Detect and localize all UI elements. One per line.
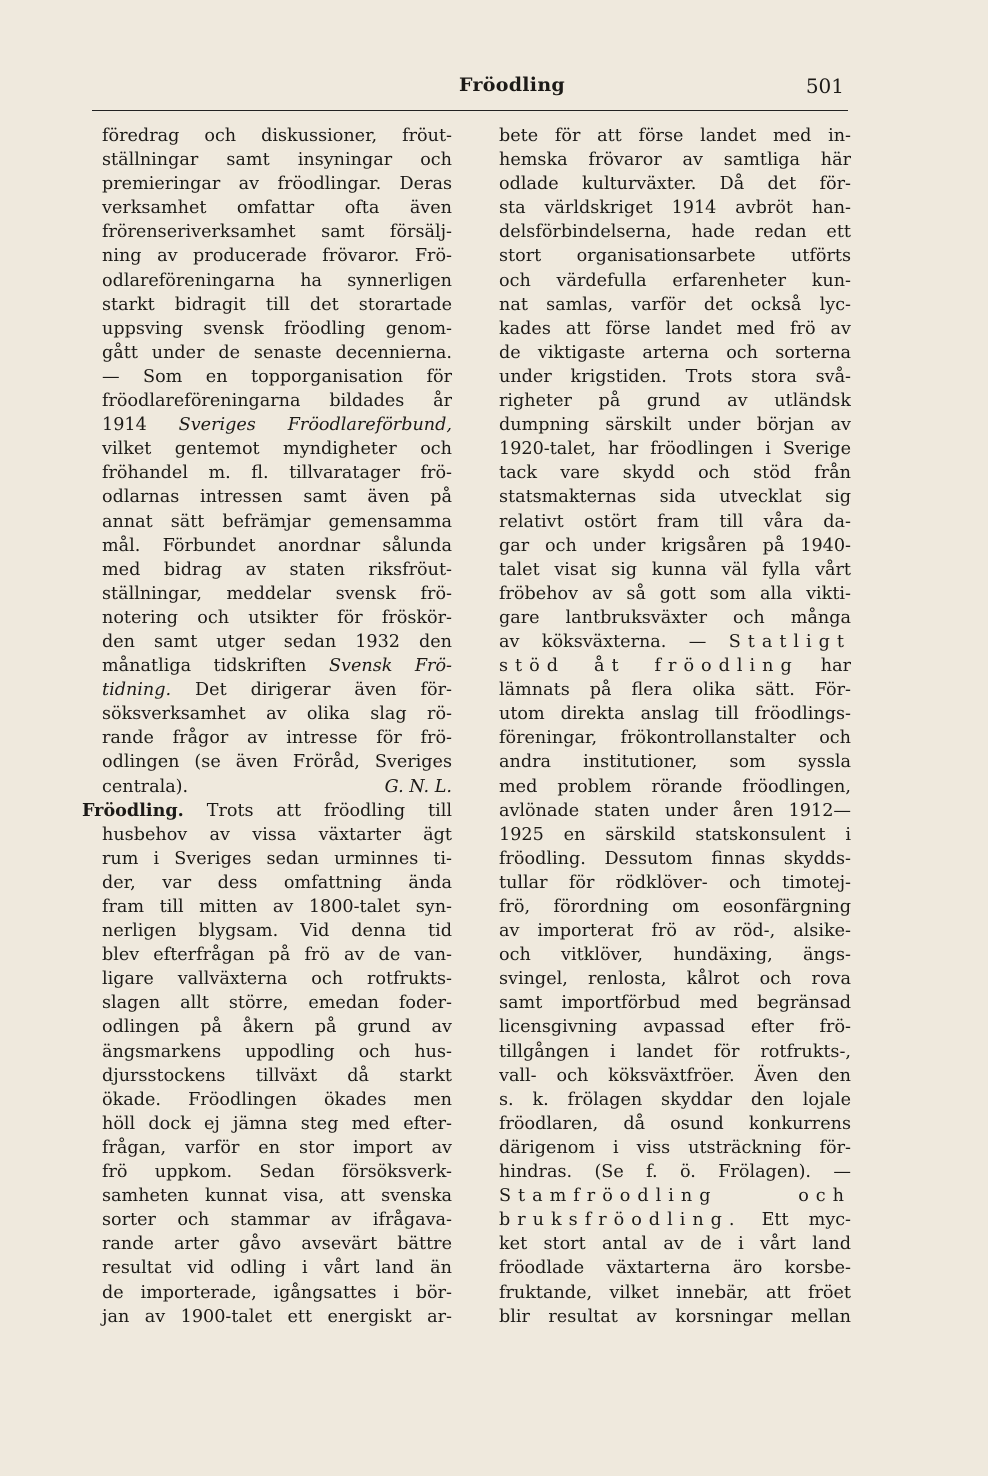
text-line: premieringar av fröodlingar. Deras [102,174,452,195]
text-line: tack vare skydd och stöd från [499,463,851,484]
spaced-heading: stöd åt fröodling [499,656,799,677]
entry-term: Fröodling. [82,799,184,821]
text-line [499,1208,851,1232]
text-line: gar och under krigsåren på 1940- [499,535,851,556]
text-line [82,413,452,437]
text-line: uppsving svensk fröodling genom- [102,318,452,339]
left-column [82,124,452,1329]
text-line: ning av producerade frövaror. Frö- [102,246,452,267]
text-fragment: Det dirigerar även för- [195,680,452,701]
text-line: mål. Förbundet anordnar sålunda [102,535,452,556]
text-line: fram till mitten av 1800-talet syn- [102,897,452,917]
text-line: de viktigaste arterna och sorterna [499,342,851,363]
text-line: s. k. frölagen skyddar den lojale [499,1089,851,1110]
text-line: fröbehov av så gott som alla vikti- [499,583,851,604]
text-line: fruktande, vilket innebär, att fröet [499,1282,851,1303]
text-line: samheten kunnat visa, att svenska [102,1186,452,1207]
text-line: frö, förordning om eosonfärgning [499,897,851,917]
journal-name: tidning. [102,680,172,701]
text-line: licensgivning avpassad efter frö- [499,1017,851,1038]
text-fragment: Trots att fröodling till [206,800,452,821]
text-line: relativt ostört fram till våra da- [499,511,851,532]
text-line [499,654,851,678]
text-line: odlade kulturväxter. Då det för- [499,174,851,195]
text-line: rande frågor av intresse för frö- [102,728,452,749]
text-line: bete för att förse landet med in- [499,126,851,146]
page-header [92,74,844,104]
text-line [82,678,452,702]
author-signature: G. N. L. [384,776,452,797]
text-line: svingel, renlosta, kålrot och rova [499,969,851,990]
text-line: verksamhet omfattar ofta även [102,198,452,219]
text-line: statsmakternas sida utvecklat sig [499,487,851,508]
text-line: notering och utsikter för fröskör- [102,607,452,628]
text-line: stort organisationsarbete utförts [499,246,851,267]
text-line: delsförbindelserna, hade redan ett [499,222,851,243]
right-column [499,124,851,1329]
text-line: nerligen blygsam. Vid denna tid [102,921,452,942]
text-line: med bidrag av staten riksfröut- [102,559,452,580]
text-line: odlareföreningarna ha synnerligen [102,270,452,291]
text-line: 1925 en särskild statskonsulent i [499,824,851,845]
text-line: hindras. (Se f. ö. Frölagen). — [499,1162,851,1183]
organization-name: Sveriges Fröodlareförbund, [178,415,452,436]
text-line: fröodlaren, då osund konkurrens [499,1113,851,1134]
text-line: tullar för rödklöver- och timotej- [499,872,851,893]
text-fragment: Ett myc- [761,1210,851,1231]
text-line: odlingen på åkern på grund av [102,1017,452,1038]
text-line: gare lantbruksväxter och många [499,607,851,628]
text-line: föreningar, frökontrollanstalter och [499,728,851,749]
text-line: nat samlas, varför det också lyc- [499,294,851,315]
spaced-heading-line: Stamfröodling och [499,1186,851,1207]
text-line: starkt bidragit till det storartade [102,294,452,315]
text-line: fröhandel m. fl. tillvaratager frö- [102,463,452,484]
text-line: djursstockens tillväxt då starkt [102,1065,452,1086]
text-line: därigenom i viss utsträckning för- [499,1137,851,1158]
text-line: talet visat sig kunna väl fylla vårt [499,559,851,580]
text-line: jan av 1900-talet ett energiskt ar- [102,1306,452,1327]
text-line: fröodlade växtarterna äro korsbe- [499,1258,851,1279]
text-fragment: av köksväxterna. — [499,631,707,652]
text-line: föredrag och diskussioner, fröut- [102,126,452,146]
text-line: fröodlareföreningarna bildades år [102,391,452,412]
text-line: höll dock ej jämna steg med efter- [102,1113,452,1134]
spaced-heading: Statligt [728,631,851,652]
text-line: blev efterfrågan på frö av de van- [102,945,452,966]
text-line: och vitklöver, hundäxing, ängs- [499,945,851,966]
text-line: fröodling. Dessutom finnas skydds- [499,848,851,869]
page-number: 501 [805,74,844,98]
text-line: slagen allt större, emedan foder- [102,993,452,1014]
header-rule [92,110,848,111]
text-line: — Som en topporganisation för [102,366,452,387]
text-fragment: månatliga tidskriften [102,656,307,677]
text-line: och värdefulla erfarenheter kun- [499,270,851,291]
text-line: frö uppkom. Sedan försöksverk- [102,1162,452,1183]
text-line: vall- och köksväxtfröer. Även den [499,1065,851,1086]
text-line: med problem rörande fröodlingen, [499,776,851,797]
text-line: hemska frövaror av samtliga här [499,150,851,171]
text-line: frörenseriverksamhet samt försälj- [102,222,452,243]
text-line: blir resultat av korsningar mellan [499,1306,851,1327]
running-head: Fröodling [458,74,566,96]
text-line: annat sätt befrämjar gemensamma [102,511,452,532]
text-line: sta världskriget 1914 avbröt han- [499,198,851,219]
text-fragment: 1914 [102,415,147,436]
text-line [82,775,452,799]
text-line: ställningar samt insyningar och [102,150,452,171]
text-line: ökade. Fröodlingen ökades men [102,1089,452,1110]
text-line: ställningar, meddelar svensk frö- [102,583,452,604]
text-line: de importerade, igångsattes i bör- [102,1282,452,1303]
text-line: avlönade staten under åren 1912— [499,800,851,821]
text-line: rum i Sveriges sedan urminnes ti- [102,848,452,869]
text-line: frågan, varför en stor import av [102,1137,452,1158]
text-line: odlingen (se även Fröråd, Sveriges [102,752,452,773]
text-line: ligare vallväxterna och rotfrukts- [102,969,452,990]
text-line: ängsmarkens uppodling och hus- [102,1041,452,1062]
text-line: dumpning särskilt under början av [499,415,851,436]
text-line: righeter på grund av utländsk [499,391,851,412]
text-line: gått under de senaste decennierna. [102,342,452,363]
text-line: 1920-talet, har fröodlingen i Sverige [499,439,851,460]
entry-start-line [82,799,452,823]
text-fragment: centrala). [102,776,189,797]
text-line: utom direkta anslag till fröodlings- [499,704,851,725]
text-line: ket stort antal av de i vårt land [499,1234,851,1255]
text-line [82,654,452,678]
text-line: samt importförbud med begränsad [499,993,851,1014]
text-line: resultat vid odling i vårt land än [102,1258,452,1279]
text-line [499,630,851,654]
text-line: den samt utger sedan 1932 den [102,631,452,652]
text-fragment: har [820,656,851,677]
text-line: kades att förse landet med frö av [499,318,851,339]
text-line: der, var dess omfattning ända [102,872,452,893]
text-line: söksverksamhet av olika slag rö- [102,704,452,725]
spaced-heading: bruksfröodling. [499,1210,742,1231]
text-line: andra institutioner, som syssla [499,752,851,773]
text-line: tillgången i landet för rotfrukts-, [499,1041,851,1062]
text-line: husbehov av vissa växtarter ägt [102,824,452,845]
text-line: rande arter gåvo avsevärt bättre [102,1234,452,1255]
text-line: under krigstiden. Trots stora svå- [499,366,851,387]
journal-name: Svensk Frö- [328,656,452,677]
text-line: odlarnas intressen samt även på [102,487,452,508]
text-line: vilket gentemot myndigheter och [102,439,452,460]
text-line: sorter och stammar av ifrågava- [102,1210,452,1231]
text-line: av importerat frö av röd-, alsike- [499,921,851,942]
text-line: lämnats på flera olika sätt. För- [499,680,851,701]
